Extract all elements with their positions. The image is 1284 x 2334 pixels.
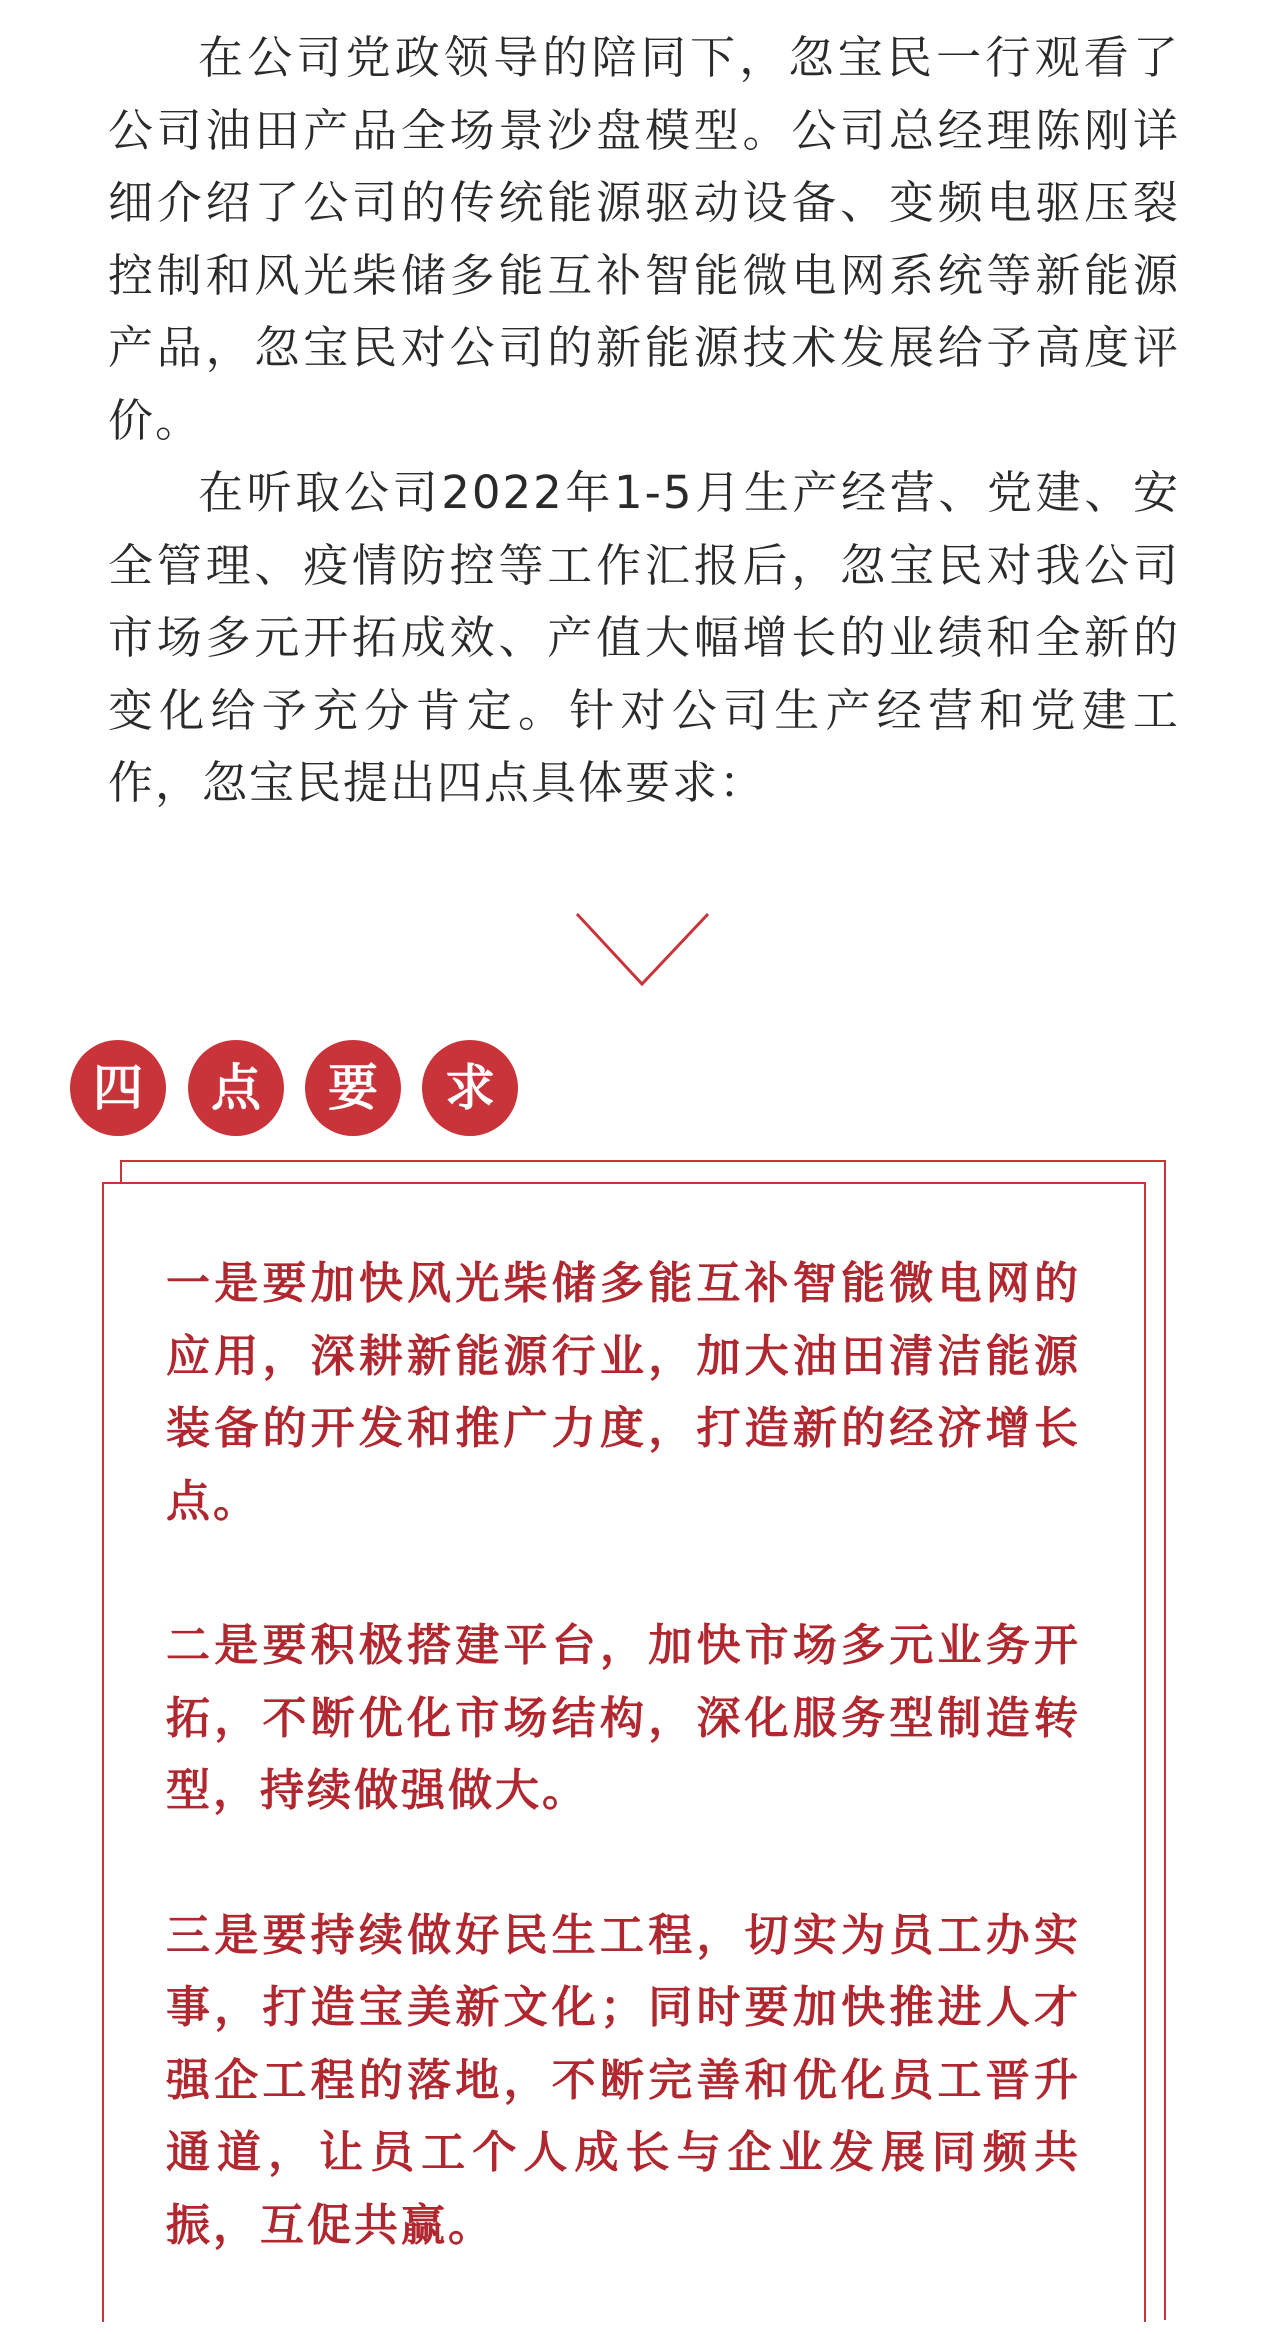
requirement-item: 二是要积极搭建平台，加快市场多元业务开拓，不断优化市场结构，深化服务型制造转型，持续做强做大。 xyxy=(166,1620,1081,1816)
section-title-char: 点 xyxy=(188,1040,284,1136)
section-title-char: 四 xyxy=(70,1040,166,1136)
requirement-item: 三是要持续做好民生工程，切实为员工办实事，打造宝美新文化；同时要加快推进人才强企工程的落地，不断完善和优化员工晋升通道，让员工个人成长与企业发展同频共振，互促共赢。 xyxy=(166,1909,1081,2251)
section-title-char: 求 xyxy=(422,1040,518,1136)
requirements-list xyxy=(166,1248,1081,2334)
chevron-down-icon xyxy=(575,912,710,988)
intro-paragraph: 在公司党政领导的陪同下，忽宝民一行观看了公司油田产品全场景沙盘模型。公司总经理陈刚详细介绍了公司的传统能源驱动设备、变频电驱压裂控制和风光柴储多能互补智能微电网系统等新能源产品，忽宝民对公司的新能源技术发展给予高度评价。 xyxy=(108,31,1180,447)
section-title-char: 要 xyxy=(305,1040,401,1136)
article-intro xyxy=(108,22,1180,820)
intro-paragraph: 在听取公司2022年1-5月生产经营、党建、安全管理、疫情防控等工作汇报后，忽宝民对我公司市场多元开拓成效、产值大幅增长的业绩和全新的变化给予充分肯定。针对公司生产经营和党建工作，忽宝民提出四点具体要求： xyxy=(108,466,1180,809)
requirement-item: 一是要加快风光柴储多能互补智能微电网的应用，深耕新能源行业，加大油田清洁能源装备的开发和推广力度，打造新的经济增长点。 xyxy=(166,1258,1081,1527)
